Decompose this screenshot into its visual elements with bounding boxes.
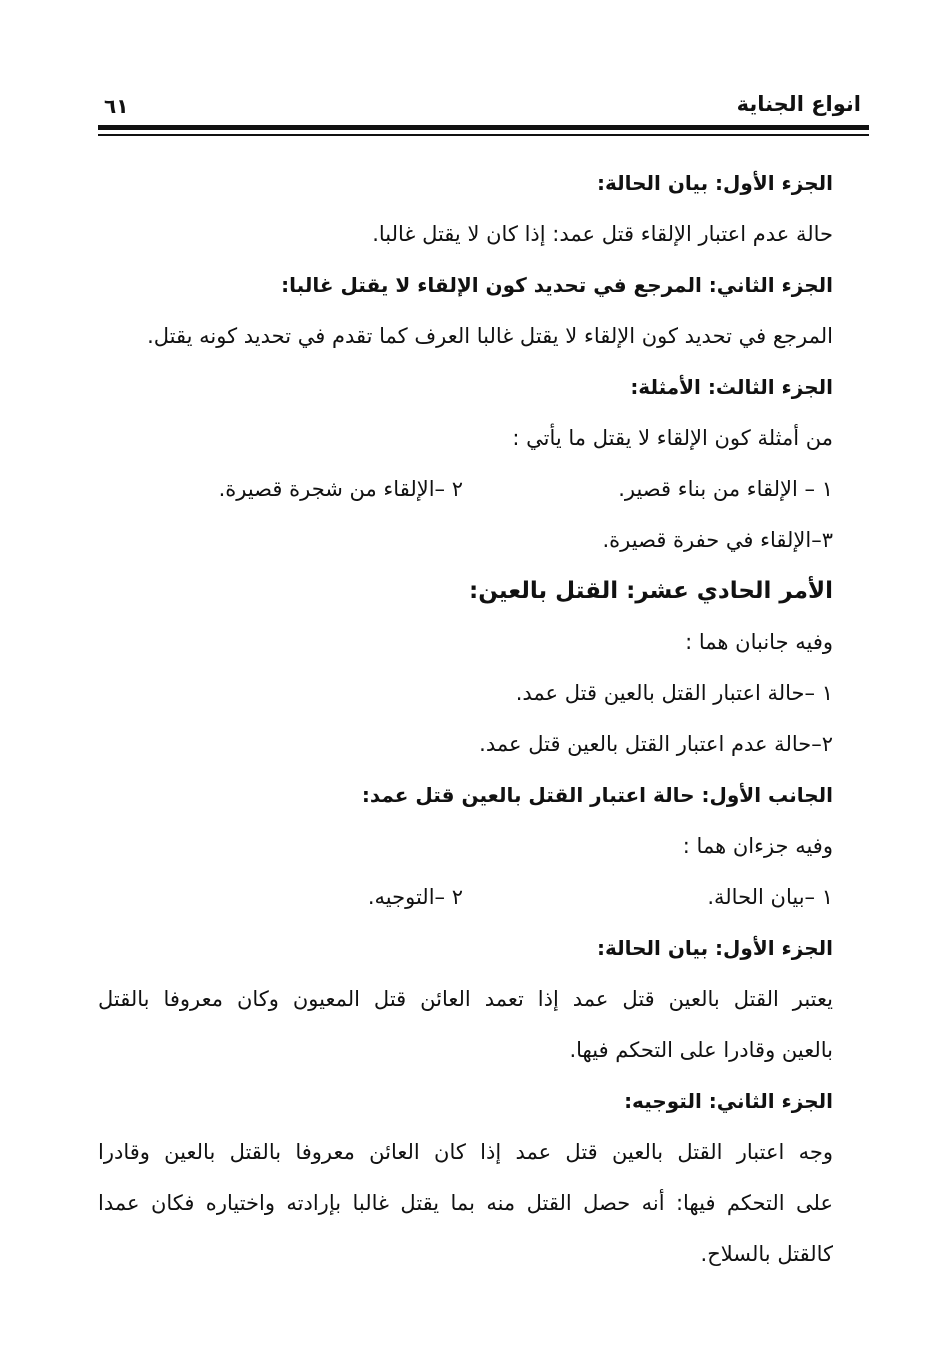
example-item-2: ٢ –الإلقاء من شجرة قصيرة.	[218, 477, 463, 501]
subheading-part-two-justification: الجزء الثاني: التوجيه:	[624, 1089, 833, 1113]
paragraph-line: حالة عدم اعتبار الإلقاء قتل عمد: إذا كان لا يقتل غالبا.	[372, 222, 833, 246]
paragraph-line: وفيه جزءان هما :	[682, 834, 833, 858]
subheading-first-aspect: الجانب الأول: حالة اعتبار القتل بالعين قتل عمد:	[361, 783, 833, 807]
subheading-part-three-examples: الجزء الثالث: الأمثلة:	[630, 375, 833, 399]
paragraph-line: بالعين وقادرا على التحكم فيها.	[569, 1038, 833, 1062]
paragraph-line: المرجع في تحديد كون الإلقاء لا يقتل غالبا العرف كما تقدم في تحديد كونه يقتل.	[147, 324, 833, 348]
header-rule-thick	[98, 125, 869, 130]
paragraph-line: وجه اعتبار القتل بالعين قتل عمد إذا كان العائن معروفا بالقتل بالعين وقادرا	[98, 1140, 833, 1164]
example-item-1: ١ – الإلقاء من بناء قصير.	[618, 477, 833, 501]
paragraph-line: من أمثلة كون الإلقاء لا يقتل ما يأتي :	[512, 426, 833, 450]
paragraph-line: على التحكم فيها: أنه حصل القتل منه بما يقتل غالبا بإرادته واختياره فكان عمدا	[98, 1191, 833, 1215]
page-header	[98, 92, 861, 122]
page-body	[98, 158, 833, 1280]
part-item-1: ١ –بيان الحالة.	[707, 885, 833, 909]
part-item-2: ٢ –التوجيه.	[367, 885, 463, 909]
section-heading-eleventh-matter: الأمر الحادي عشر: القتل بالعين:	[469, 578, 833, 604]
subheading-part-one-case: الجزء الأول: بيان الحالة:	[596, 936, 833, 960]
examples-row	[98, 464, 833, 515]
paragraph-line: وفيه جانبان هما :	[685, 630, 833, 654]
paragraph-line: يعتبر القتل بالعين قتل عمد إذا تعمد العائن قتل المعيون وكان معروفا بالقتل	[98, 987, 833, 1011]
list-item: ١ –حالة اعتبار القتل بالعين قتل عمد.	[515, 681, 833, 705]
list-item: ٢–حالة عدم اعتبار القتل بالعين قتل عمد.	[479, 732, 833, 756]
page-number: ٦١	[104, 94, 129, 118]
header-rule-thin	[98, 134, 869, 136]
subheading-part-two-reference: الجزء الثاني: المرجع في تحديد كون الإلقاء لا يقتل غالبا:	[281, 273, 833, 297]
paragraph-line: كالقتل بالسلاح.	[700, 1242, 833, 1266]
parts-row	[98, 872, 833, 923]
example-item-3: ٣–الإلقاء في حفرة قصيرة.	[602, 528, 833, 552]
running-title: انواع الجناية	[736, 92, 861, 116]
subheading-part-one-case: الجزء الأول: بيان الحالة:	[596, 171, 833, 195]
